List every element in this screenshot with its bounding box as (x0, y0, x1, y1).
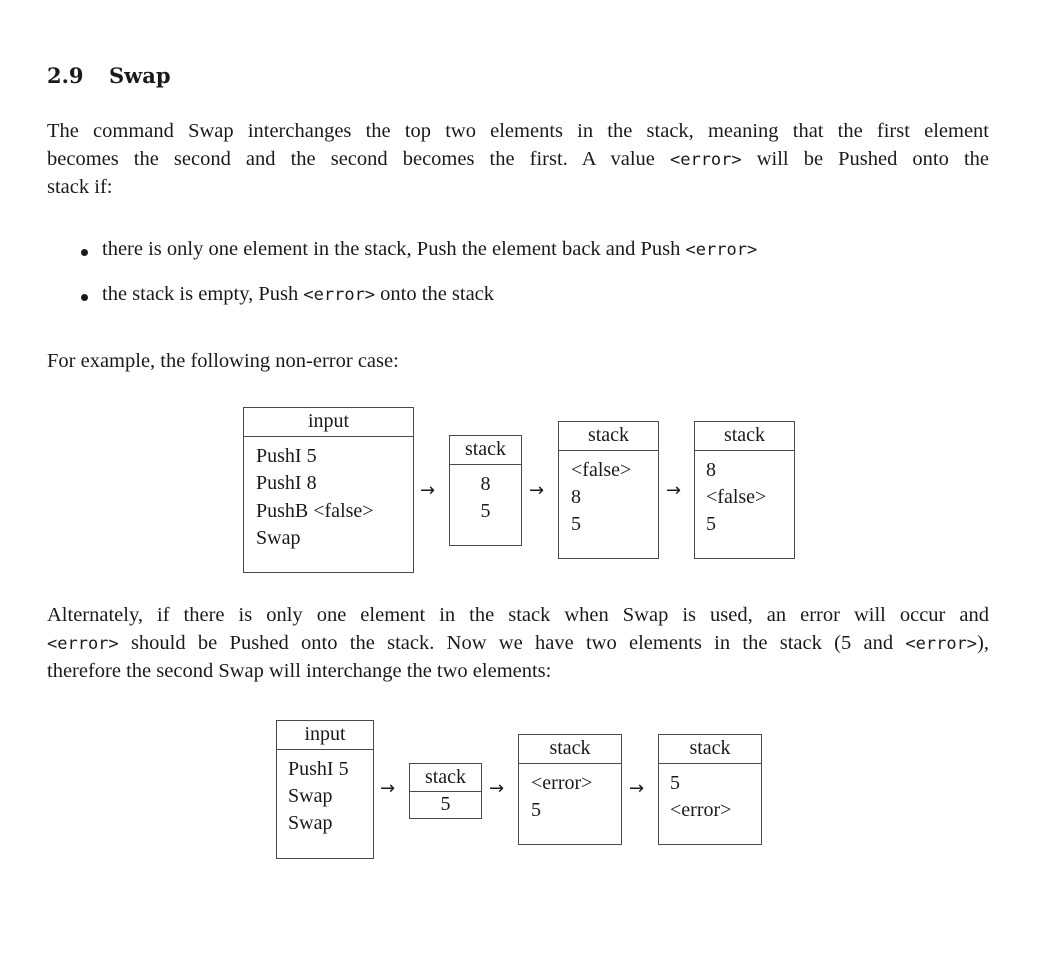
stack-header: stack (695, 422, 794, 451)
stack-box (449, 435, 522, 546)
stack-entry: <error> (670, 799, 732, 821)
stack-entry: 8 (706, 459, 716, 481)
stack-entry: 5 (706, 513, 716, 535)
intro-line-1: The command Swap interchanges the top two elements in the stack, meaning that the first element (47, 120, 989, 142)
input-line: PushI 5 (256, 445, 317, 467)
arrow-icon: → (489, 778, 505, 799)
stack-entry: 8 (571, 486, 581, 508)
stack-box (658, 734, 762, 845)
stack-header: stack (659, 735, 761, 764)
alt-paragraph (47, 602, 989, 686)
stack-entry: 5 (440, 793, 451, 815)
error-code: <error> (669, 149, 742, 170)
stack-entry: 5 (531, 799, 541, 821)
arrow-icon: → (629, 778, 645, 799)
section-title: Swap (109, 63, 171, 88)
arrow-icon: → (666, 480, 682, 501)
stack-entry: 5 (480, 500, 491, 522)
stack-box (518, 734, 622, 845)
bullet-item-2: the stack is empty, Push <error> onto the stack (102, 283, 495, 305)
alt-line-1: Alternately, if there is only one element in the stack when Swap is used, an error will occur and (47, 604, 989, 626)
input-header: input (277, 721, 373, 750)
input-header: input (244, 408, 413, 437)
stack-header: stack (450, 436, 521, 465)
stack-entry: <false> (706, 486, 767, 508)
intro-line-2: becomes the second and the second becomes the first. A value <error> will be Pushed onto the (47, 147, 989, 170)
stack-entry: 5 (571, 513, 581, 535)
input-box (243, 407, 414, 573)
intro-paragraph (47, 118, 989, 202)
input-line: Swap (288, 785, 333, 807)
bullet-dot-icon (81, 249, 88, 256)
input-line: Swap (256, 527, 301, 549)
arrow-icon: → (420, 480, 436, 501)
intro-line-3: stack if: (47, 176, 113, 198)
stack-header: stack (410, 764, 481, 792)
stack-box (558, 421, 659, 559)
bullet-dot-icon (81, 294, 88, 301)
stack-header: stack (519, 735, 621, 764)
input-box (276, 720, 374, 859)
stack-entry: <false> (571, 459, 632, 481)
stack-header: stack (559, 422, 658, 451)
arrow-icon: → (380, 778, 396, 799)
example-intro: For example, the following non-error case: (47, 350, 399, 372)
stack-entry: 5 (670, 772, 680, 794)
stack-box (409, 763, 482, 819)
alt-line-2: <error> should be Pushed onto the stack. Now we have two elements in the stack (5 and <error>), (47, 631, 989, 654)
stack-entry: 8 (480, 473, 491, 495)
arrow-icon: → (529, 480, 545, 501)
input-line: PushI 5 (288, 758, 349, 780)
stack-entry: <error> (531, 772, 593, 794)
alt-line-3: therefore the second Swap will interchange the two elements: (47, 660, 552, 682)
section-number: 2.9 (47, 63, 84, 88)
input-line: PushB <false> (256, 500, 374, 522)
stack-box (694, 421, 795, 559)
input-line: PushI 8 (256, 472, 317, 494)
input-line: Swap (288, 812, 333, 834)
bullet-item-1: there is only one element in the stack, Push the element back and Push <error> (102, 238, 758, 260)
